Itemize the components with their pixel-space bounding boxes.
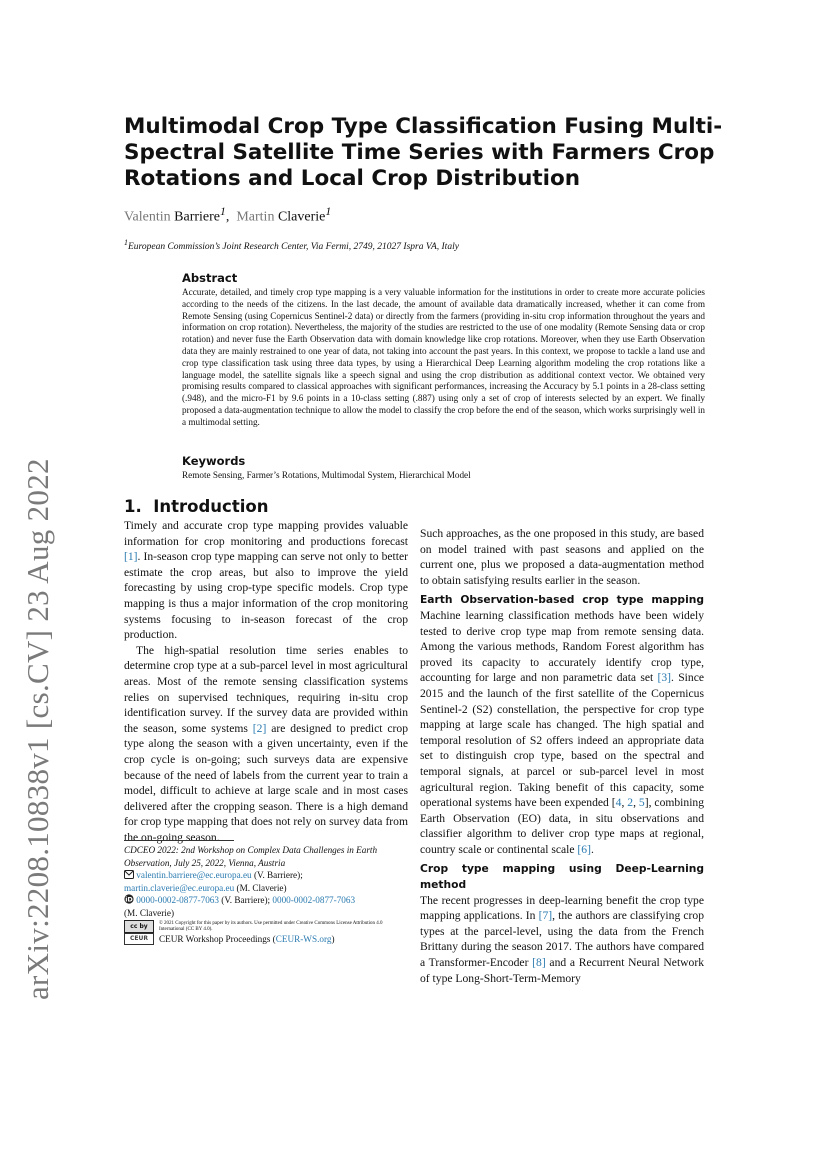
keywords-block bbox=[182, 454, 705, 482]
text-run: (M. Claverie) bbox=[234, 882, 287, 893]
footnote-rule bbox=[124, 840, 234, 841]
email-link[interactable]: martin.claverie@ec.europa.eu bbox=[124, 882, 235, 893]
envelope-icon bbox=[124, 870, 134, 879]
license-line bbox=[124, 920, 414, 933]
text-run: . bbox=[590, 842, 594, 856]
orcid-icon bbox=[124, 894, 134, 904]
citation-link[interactable]: [3] bbox=[657, 671, 672, 685]
paragraph bbox=[124, 643, 408, 846]
author-last-name: Barriere bbox=[174, 209, 221, 225]
cc-license-badge: cc by bbox=[124, 920, 154, 933]
section-heading bbox=[124, 497, 268, 516]
text-run: The high-spatial resolution time series enables to determine crop type at a sub-parcel level in most agricultural areas. Most of the remote sensing classification systems relies on supervised techniques, requiring in-situ crop identification survey. If the survey data are provided within the season, some systems bbox=[124, 643, 408, 735]
text-run: CEUR Workshop Proceedings ( bbox=[159, 934, 276, 944]
citation-link[interactable]: 4 bbox=[615, 796, 622, 810]
orcid-link[interactable]: 0000-0002-0877-7063 bbox=[272, 895, 356, 905]
author-first-name: Valentin bbox=[124, 209, 171, 225]
author-first-name: Martin bbox=[236, 209, 275, 225]
author-list: Valentin Barriere$^1$, Martin Claverie$^1$ bbox=[124, 205, 332, 225]
paragraph: Such approaches, as the one proposed in this study, are based on model trained with past seasons and applied on the current one, plus we proposed a data-augmentation method to obtain satisfying results earlier in the season. bbox=[420, 527, 704, 587]
text-run: ], combining Earth Observation (EO) data, in situ observations and classifier algorithm to deliver crop type maps at regional, country scale or continental scale bbox=[420, 796, 705, 856]
orcid-line bbox=[124, 894, 414, 919]
citation-link[interactable]: [1] bbox=[124, 550, 138, 564]
paragraph-heading: Earth Observation-based crop type mapping bbox=[420, 593, 704, 607]
keywords-heading: Keywords bbox=[182, 454, 246, 468]
text-run: , bbox=[621, 796, 628, 810]
paper-title: Multimodal Crop Type Classification Fusing Multi-Spectral Satellite Time Series with Farmers Crop Rotations and Local Crop Distribution bbox=[124, 114, 723, 191]
abstract-heading: Abstract bbox=[182, 271, 238, 285]
svg-text:iD: iD bbox=[125, 895, 133, 904]
orcid-link[interactable]: 0000-0002-0877-7063 bbox=[136, 895, 219, 905]
text-run: (V. Barriere); bbox=[251, 870, 303, 880]
abstract-block bbox=[182, 271, 705, 429]
section-title: Introduction bbox=[153, 497, 269, 516]
affiliation-mark: 1 bbox=[124, 238, 128, 247]
workshop-note: CDCEO 2022: 2nd Workshop on Complex Data Challenges in Earth Observation, July 25, 2022, Vienna, Austria bbox=[124, 845, 378, 868]
email-link[interactable]: valentin.barriere@ec.europa.eu bbox=[136, 870, 252, 880]
author-affil-mark: 1 bbox=[325, 205, 332, 218]
paragraph bbox=[420, 592, 704, 857]
paragraph bbox=[420, 861, 704, 986]
text-run: , the authors are classifying crop types at the parcel-level, using the data from the French Brittany during the season 2017. The authors have compared a Transformer-Encoder bbox=[420, 909, 704, 970]
ceur-link[interactable]: CEUR-WS.org bbox=[275, 934, 332, 944]
keywords-text: Remote Sensing, Farmer’s Rotations, Multimodal System, Hierarchical Model bbox=[182, 470, 471, 480]
text-run: (M. Claverie) bbox=[124, 907, 175, 918]
citation-link[interactable]: 5 bbox=[638, 796, 645, 810]
text-run: Machine learning classification methods have been widely tested to derive crop type map from remote sensing data. Among the various methods, Random Forest algorithm has proved its capacity to accurately identify crop type, accounting for large and non parametric data set bbox=[420, 608, 704, 685]
section-number: 1. bbox=[124, 497, 142, 516]
text-run: ) bbox=[331, 934, 335, 944]
right-column bbox=[420, 526, 704, 986]
text-run: Timely and accurate crop type mapping provides valuable information for crop monitoring and productions forecast bbox=[124, 519, 408, 548]
license-text: © 2021 Copyright for this paper by its authors. Use permitted under Creative Commons License Attribution 4.0 International (CC BY 4.0). bbox=[159, 920, 383, 932]
author-affil-mark: 1 bbox=[220, 205, 226, 218]
author-last-name: Claverie bbox=[277, 209, 326, 225]
affiliation bbox=[124, 238, 459, 252]
citation-link[interactable]: [2] bbox=[252, 721, 267, 735]
citation-link[interactable]: 2 bbox=[627, 796, 634, 810]
footnotes bbox=[124, 844, 414, 946]
arxiv-stamp: arXiv:2208.10838v1 [cs.CV] 23 Aug 2022 bbox=[20, 458, 55, 1000]
citation-link[interactable]: [7] bbox=[538, 909, 553, 923]
left-column bbox=[124, 518, 408, 845]
text-run: The recent progresses in deep-learning benefit the crop type mapping applications. In bbox=[420, 893, 704, 923]
text-run: are designed to predict crop type along the season with a given uncertainty, even if the crop cycle is on-going; such surveys data are expensive because of the need of labels from the current year to train a model, difficult to achieve at large scale and in most cases delivered after the cropping season. There is a high demand for crop type mapping that does not rely on survey data from the on-going season. bbox=[124, 721, 408, 844]
abstract-text: Accurate, detailed, and timely crop type mapping is a very valuable information for the institutions in order to create more accurate policies according to the needs of the citizens. In the last decade, the amount of available data dramatically increased, whether it can come from Remote Sensing (using Copernicus Sentinel-2 data) or directly from the farmers (providing in-situ crop information throughout the years and information on crop rotation). Nevertheless, the majority of the studies are restricted to the use of one modality (Remote Sensing data or crop rotation) and never fuse the Earth Observation data with domain knowledge like crop rotations. Moreover, when they use Earth Observation data they are mainly restrained to one year of data, not taking into account the past years. In this context, we propose to tackle a land use and crop type classification task using three data types, by using a Hierarchical Deep Learning algorithm modeling the crop rotations like a language model, the satellite signals like a speech signal and using the crop distribution as additional context vector. We obtained very promising results compared to classical approaches with significant performances, increasing the Accuracy by 5.1 points in a 28-class setting (.948), and the micro-F1 by 9.6 points in a 10-class setting (.887) using only a set of crop of interests selected by an expert. We finally proposed a data-augmentation technique to allow the model to classify the crop before the end of the season, which works surprisingly well in a multimodal setting. bbox=[182, 287, 705, 427]
paragraph bbox=[124, 518, 408, 643]
ceur-logo: CEUR bbox=[124, 933, 154, 945]
text-run: . Since 2015 and the launch of the first satellite of the Copernicus Sentinel-2 (S2) constellation, the perspective for crop type mapping at large scale has changed. The high spatial and temporal resolution of S2 offers indeed an appropriate data set to distinguish crop type, based on the spectral and temporal signals, at parcel or sub-parcel level in most agricultural region. Taking benefit of this capacity, some operational systems have been expended [ bbox=[420, 671, 704, 810]
email-line bbox=[124, 869, 414, 894]
affiliation-text: European Commission’s Joint Research Center, Via Fermi, 2749, 21027 Ispra VA, Italy bbox=[127, 242, 459, 253]
citation-link[interactable]: [8] bbox=[532, 956, 546, 970]
text-run: (V. Barriere); bbox=[218, 895, 273, 905]
ceur-line bbox=[124, 933, 414, 946]
citation-link[interactable]: [6] bbox=[577, 842, 591, 856]
text-run: . In-season crop type mapping can serve not only to better estimate the crop areas, but also to improve the yield forecasting by using crop-type specific models. Crop type mapping is thus a major information of the crop monitoring systems focusing to in-season forecast of the crop production. bbox=[124, 550, 408, 642]
text-run: , bbox=[633, 796, 639, 810]
paragraph-heading: Crop type mapping using Deep-Learning method bbox=[420, 862, 704, 892]
text-run: and a Recurrent Neural Network of type Long-Short-Term-Memory bbox=[420, 956, 704, 985]
